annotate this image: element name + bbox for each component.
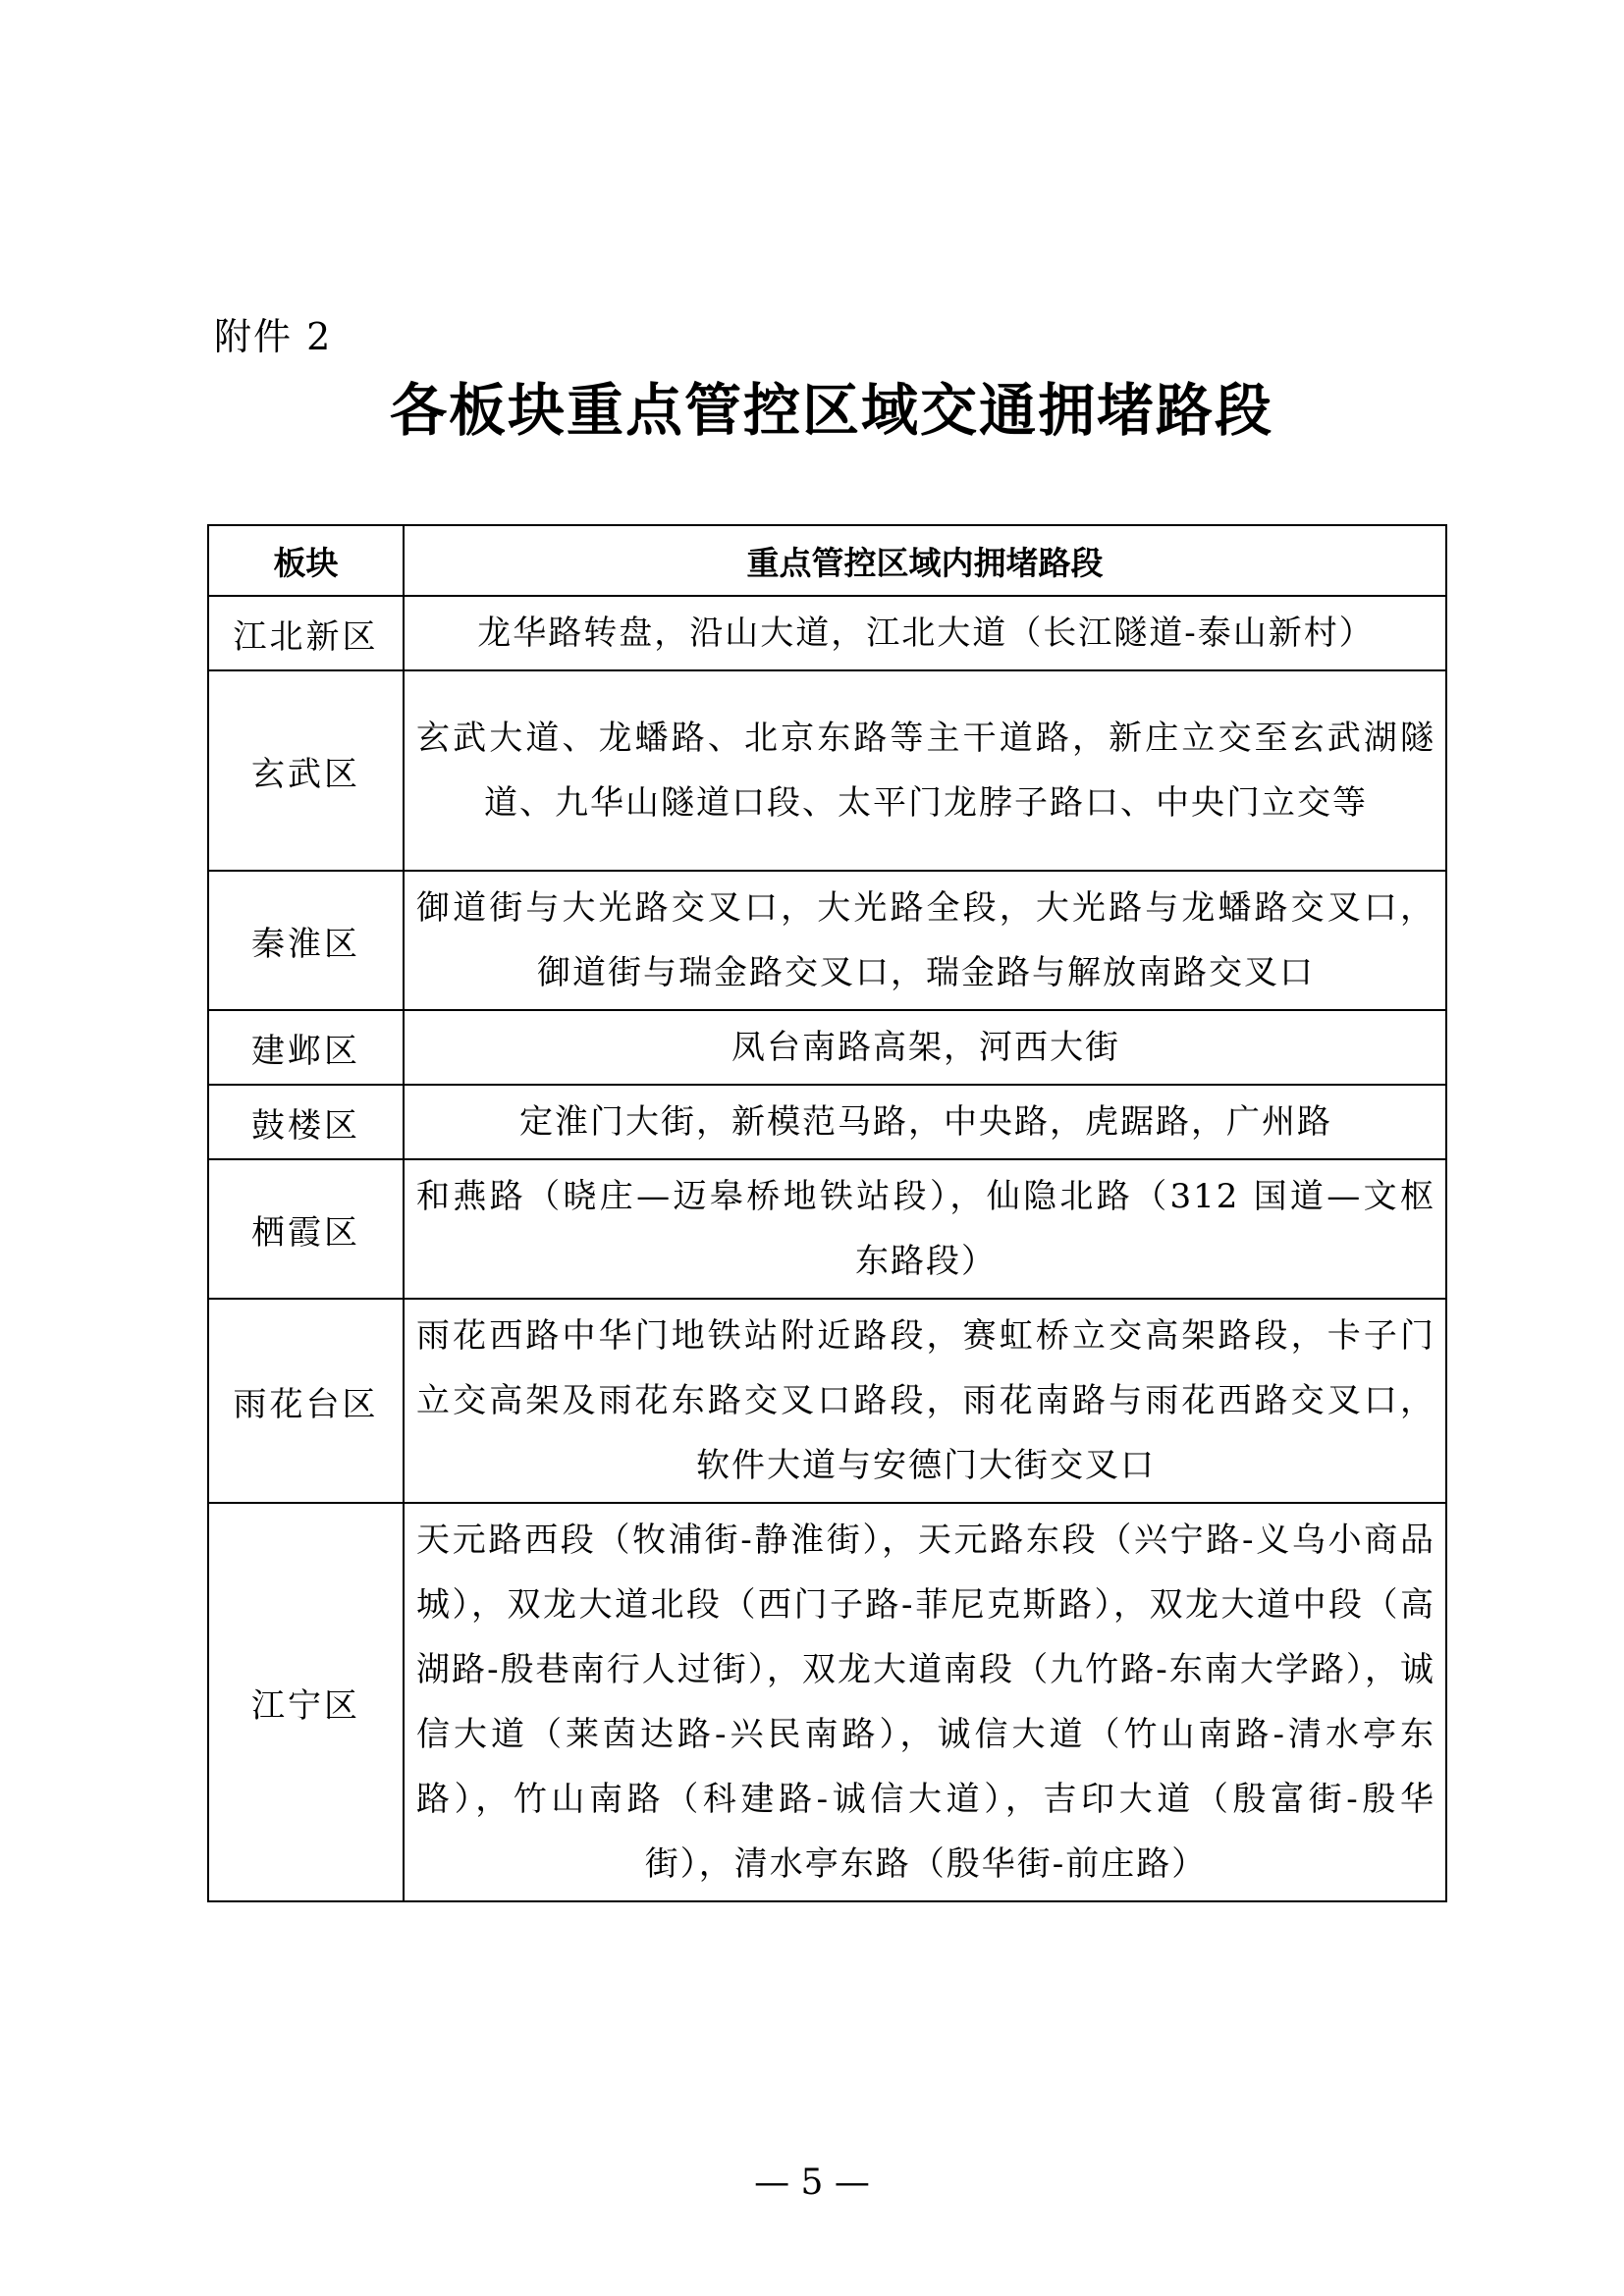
table-row	[208, 670, 1446, 871]
roads-cell: 玄武大道、龙蟠路、北京东路等主干道路，新庄立交至玄武湖隧道、九华山隧道口段、太平门龙脖子路口、中央门立交等	[404, 670, 1446, 871]
area-cell: 雨花台区	[208, 1299, 404, 1503]
document-title: 各板块重点管控区域交通拥堵路段	[389, 377, 1273, 444]
area-cell: 秦淮区	[208, 871, 404, 1010]
area-cell: 鼓楼区	[208, 1085, 404, 1159]
area-cell: 玄武区	[208, 670, 404, 871]
roads-cell: 凤台南路高架，河西大街	[404, 1010, 1446, 1085]
table-row	[208, 596, 1446, 670]
area-cell: 江宁区	[208, 1503, 404, 1901]
table-row	[208, 1299, 1446, 1503]
table-row	[208, 1503, 1446, 1901]
table-row	[208, 871, 1446, 1010]
attachment-label: 附件 2	[214, 315, 333, 358]
table-header-row	[208, 525, 1446, 596]
page-number: — 5 —	[754, 2163, 870, 2203]
roads-cell: 定淮门大街，新模范马路，中央路，虎踞路，广州路	[404, 1085, 1446, 1159]
roads-cell: 和燕路（晓庄—迈皋桥地铁站段），仙隐北路（312 国道—文枢东路段）	[404, 1159, 1446, 1299]
column-header-roads: 重点管控区域内拥堵路段	[404, 525, 1446, 596]
roads-cell: 雨花西路中华门地铁站附近路段，赛虹桥立交高架路段，卡子门立交高架及雨花东路交叉口路段，雨花南路与雨花西路交叉口，软件大道与安德门大街交叉口	[404, 1299, 1446, 1503]
roads-cell: 天元路西段（牧浦街-静淮街），天元路东段（兴宁路-义乌小商品城），双龙大道北段（西门子路-菲尼克斯路），双龙大道中段（高湖路-殷巷南行人过街），双龙大道南段（九竹路-东南大学路），诚信大道（莱茵达路-兴民南路），诚信大道（竹山南路-清水亭东路），竹山南路（科建路-诚信大道），吉印大道（殷富街-殷华街），清水亭东路（殷华街-前庄路）	[404, 1503, 1446, 1901]
area-cell: 栖霞区	[208, 1159, 404, 1299]
area-cell: 江北新区	[208, 596, 404, 670]
table-row	[208, 1159, 1446, 1299]
table-row	[208, 1010, 1446, 1085]
roads-cell: 龙华路转盘，沿山大道，江北大道（长江隧道-泰山新村）	[404, 596, 1446, 670]
congestion-table	[207, 524, 1447, 1902]
table-row	[208, 1085, 1446, 1159]
column-header-area: 板块	[208, 525, 404, 596]
area-cell: 建邺区	[208, 1010, 404, 1085]
roads-cell: 御道街与大光路交叉口，大光路全段，大光路与龙蟠路交叉口，御道街与瑞金路交叉口，瑞金路与解放南路交叉口	[404, 871, 1446, 1010]
